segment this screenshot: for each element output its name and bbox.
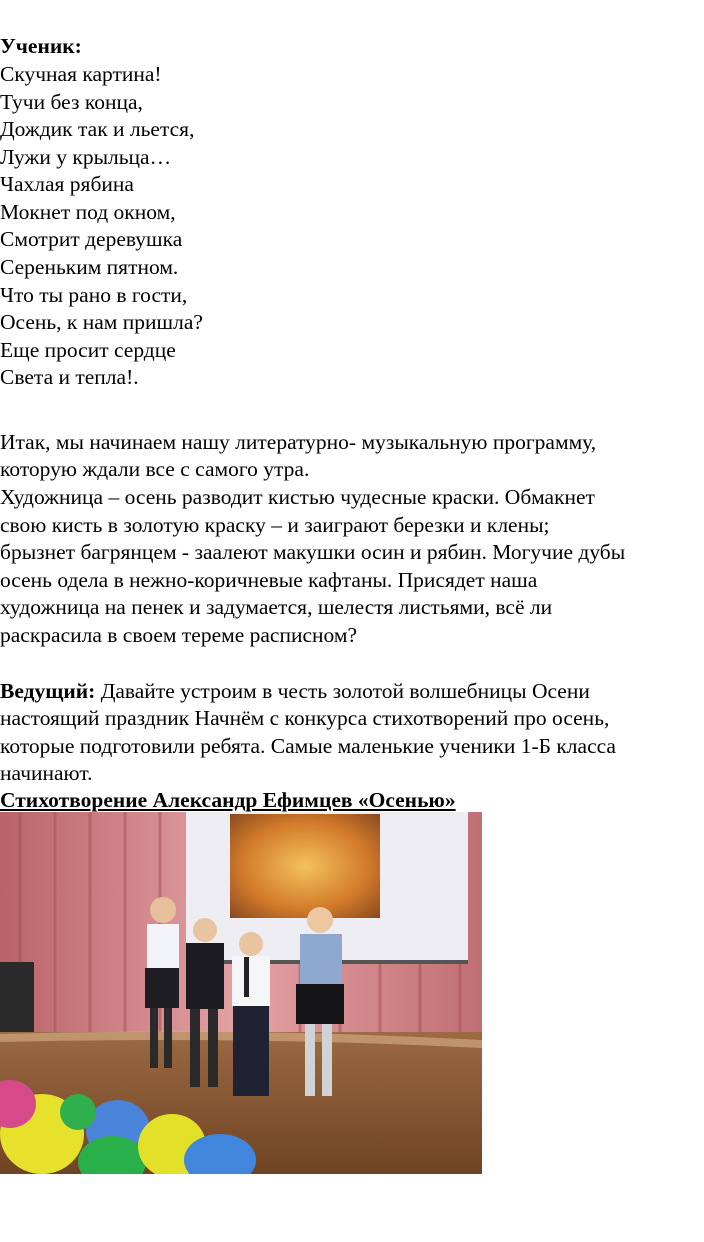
poem-line: Чахлая рябина: [0, 172, 134, 196]
poem-line: Еще просит сердце: [0, 338, 176, 362]
poem-line: Дождик так и льется,: [0, 117, 195, 141]
host-text: Давайте устроим в честь золотой волшебницы Осени: [95, 679, 590, 703]
paragraph-line: которую ждали все с самого утра.: [0, 457, 310, 481]
host-first-line: [0, 677, 590, 705]
paragraph-line: брызнет багрянцем - заалеют макушки осин и рябин. Могучие дубы: [0, 540, 626, 564]
poem-line: Сереньким пятном.: [0, 255, 179, 279]
paragraph-line: раскрасила в своем тереме расписном?: [0, 623, 358, 647]
paragraph-line: свою кисть в золотую краску – и заиграют березки и клены;: [0, 513, 550, 537]
host-speaker: Ведущий:: [0, 679, 96, 703]
poem-line: Осень, к нам пришла?: [0, 310, 203, 334]
poem-line: Тучи без конца,: [0, 90, 143, 114]
poem-line: Света и тепла!.: [0, 365, 139, 389]
paragraph-line: которые подготовили ребята. Самые маленькие ученики 1-Б класса: [0, 734, 616, 758]
paragraph-line: Художница – осень разводит кистью чудесные краски. Обмакнет: [0, 485, 595, 509]
poem-heading: Стихотворение Александр Ефимцев «Осенью»: [0, 788, 456, 812]
stage-photo: [0, 812, 482, 1174]
paragraph-line: осень одела в нежно-коричневые кафтаны. Присядет наша: [0, 568, 538, 592]
paragraph-line: художница на пенек и задумается, шелестя листьями, всё ли: [0, 595, 553, 619]
paragraph-line: начинают.: [0, 761, 93, 785]
poem-line: Лужи у крыльца…: [0, 145, 172, 169]
poem-line: Смотрит деревушка: [0, 227, 183, 251]
paragraph-line: Итак, мы начинаем нашу литературно- музыкальную программу,: [0, 430, 597, 454]
poem-speaker: Ученик:: [0, 34, 82, 58]
paragraph-line: настоящий праздник Начнём с конкурса стихотворений про осень,: [0, 706, 610, 730]
poem-line: Что ты рано в гости,: [0, 283, 188, 307]
poem-line: Мокнет под окном,: [0, 200, 176, 224]
poem-line: Скучная картина!: [0, 62, 162, 86]
